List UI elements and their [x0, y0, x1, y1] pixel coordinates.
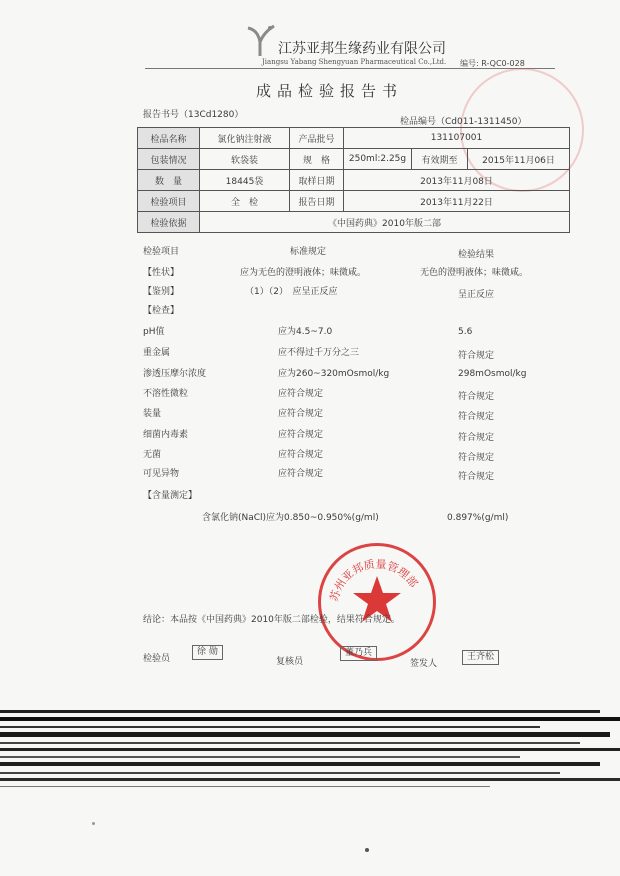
result-standard: 应为无色的澄明液体；味微咸。: [240, 268, 367, 278]
inspector-label: 检验员: [143, 654, 171, 664]
reviewer-label: 复核员: [276, 657, 304, 667]
result-value: 符合规定: [458, 392, 495, 402]
result-item: 无菌: [143, 450, 162, 460]
document-number: 编号: R-QC0-028: [460, 59, 525, 68]
spec-label: 规 格: [290, 149, 344, 170]
spec-value: 250ml:2.25g: [344, 149, 412, 170]
assay-result: 0.897%(g/ml): [447, 513, 509, 523]
assay-heading: 【含量测定】: [143, 491, 198, 501]
result-value: 298mOsmol/kg: [458, 369, 527, 379]
result-item: 不溶性微粒: [143, 389, 189, 399]
result-standard: 应符合规定: [278, 430, 324, 440]
result-standard: （1）（2） 应呈正反应: [245, 287, 338, 297]
result-value: 符合规定: [458, 472, 495, 482]
result-standard: 应不得过千万分之三: [278, 348, 360, 358]
reviewer-signature: 董乃兵: [340, 646, 377, 661]
product-name-label: 检品名称: [138, 128, 200, 149]
result-item: 【鉴别】: [143, 287, 180, 297]
basis-label: 检验依据: [138, 212, 200, 233]
result-item: 【性状】: [143, 268, 180, 278]
result-standard: 应为4.5~7.0: [278, 327, 333, 337]
result-standard: 应为260~320mOsmol/kg: [278, 369, 390, 379]
scan-speck: [92, 822, 95, 825]
result-value: 符合规定: [458, 412, 495, 422]
seal-text: 苏州亚邦质量管理部: [327, 557, 421, 603]
inspection-number: 检品编号（Cd011-1311450）: [400, 117, 527, 127]
result-value: 符合规定: [458, 433, 495, 443]
batch-value: 131107001: [344, 128, 570, 149]
company-name-cn: 江苏亚邦生缘药业有限公司: [278, 41, 446, 57]
result-item: 可见异物: [143, 469, 180, 479]
expiry-value: 2015年11月06日: [468, 149, 570, 170]
result-item: 重金属: [143, 348, 171, 358]
result-item: 渗透压摩尔浓度: [143, 369, 207, 379]
package-label: 包装情况: [138, 149, 200, 170]
report-date-value: 2013年11月22日: [344, 191, 570, 212]
batch-label: 产品批号: [290, 128, 344, 149]
issuer-label: 签发人: [410, 659, 438, 669]
page-title: 成品检验报告书: [256, 82, 404, 100]
basis-value: 《中国药典》2010年版二部: [200, 212, 570, 233]
sample-date-value: 2013年11月08日: [344, 170, 570, 191]
company-logo-icon: [240, 20, 280, 60]
company-name-en: Jiangsu Yabang Shengyuan Pharmaceutical Co.,Ltd.: [262, 58, 447, 66]
quantity-label: 数 量: [138, 170, 200, 191]
result-value: 符合规定: [458, 453, 495, 463]
test-item-label: 检验项目: [138, 191, 200, 212]
quantity-value: 18445袋: [200, 170, 290, 191]
result-item: pH值: [143, 327, 165, 337]
col-item-heading: 检验项目: [143, 247, 180, 257]
result-standard: 应符合规定: [278, 450, 324, 460]
scan-noise-band: [0, 690, 620, 800]
result-value: 5.6: [458, 327, 473, 337]
col-standard-heading: 标准规定: [290, 247, 327, 257]
report-number: 报告书号（13Cd1280）: [143, 110, 244, 120]
quality-seal: [318, 543, 436, 661]
scan-speck: [365, 848, 369, 852]
result-item: 【检查】: [143, 306, 180, 316]
result-value: 符合规定: [458, 351, 495, 361]
result-item: 装量: [143, 409, 162, 419]
report-date-label: 报告日期: [290, 191, 344, 212]
issuer-signature: 王齐松: [462, 650, 499, 665]
product-info-table: [137, 127, 570, 233]
header-divider: [145, 68, 555, 69]
result-item: 细菌内毒素: [143, 430, 189, 440]
test-item-value: 全 检: [200, 191, 290, 212]
conclusion-text: 结论：本品按《中国药典》2010年版二部检验，结果符合规定。: [143, 615, 400, 625]
inspector-signature: 徐 勋: [192, 645, 223, 660]
col-result-heading: 检验结果: [458, 250, 495, 260]
sample-date-label: 取样日期: [290, 170, 344, 191]
result-value: 无色的澄明液体；味微咸。: [420, 268, 529, 278]
result-standard: 应符合规定: [278, 469, 324, 479]
product-name-value: 氯化钠注射液: [200, 128, 290, 149]
result-value: 呈正反应: [458, 290, 495, 300]
package-value: 软袋装: [200, 149, 290, 170]
result-standard: 应符合规定: [278, 389, 324, 399]
assay-standard: 含氯化钠(NaCl)应为0.850~0.950%(g/ml): [202, 513, 379, 523]
result-standard: 应符合规定: [278, 409, 324, 419]
expiry-label: 有效期至: [412, 149, 468, 170]
